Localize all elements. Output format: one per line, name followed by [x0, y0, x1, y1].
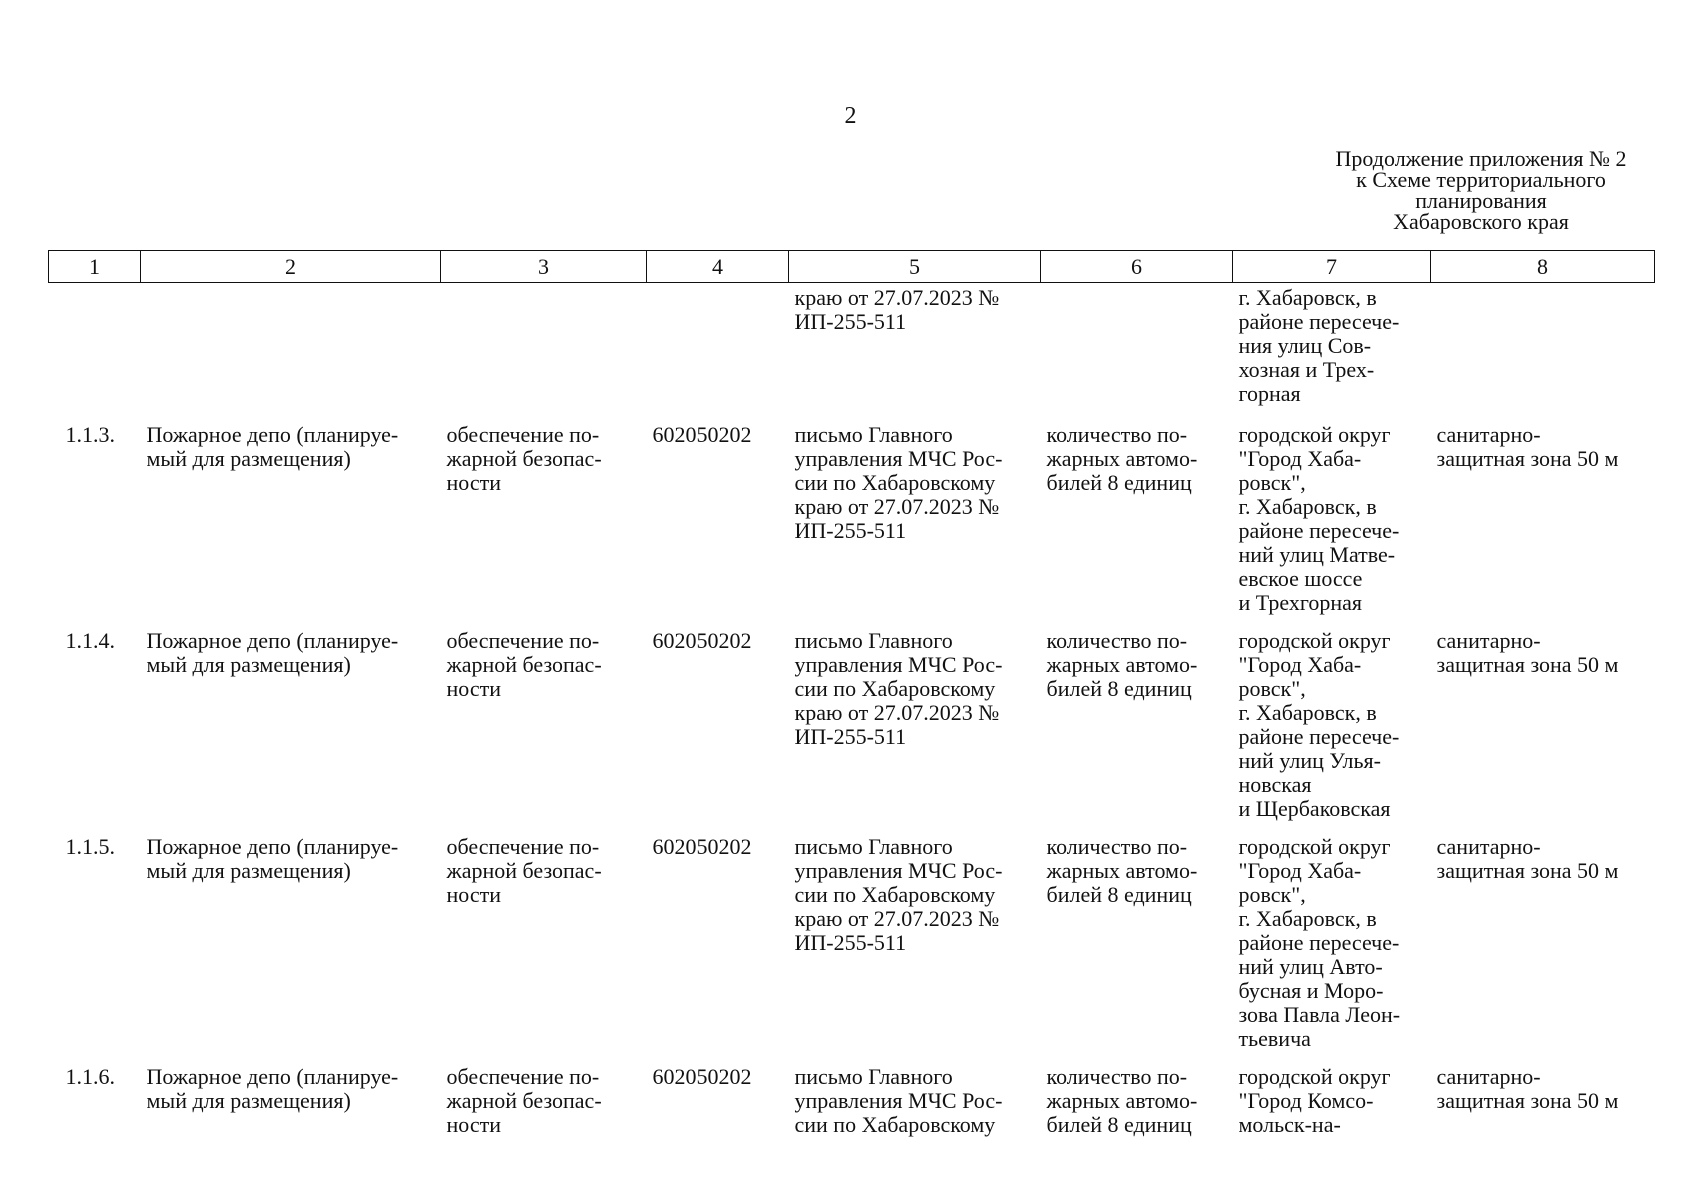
cell-code: 602050202 — [652, 1064, 752, 1089]
cell-number: 1.1.4. — [65, 628, 115, 653]
cell-zone: санитарно- защитная зона 50 м — [1436, 1064, 1619, 1113]
appendix-note-line: Хабаровского края — [1393, 209, 1569, 234]
cell-name: Пожарное депо (планируе- мый для размещения) — [146, 834, 399, 883]
cell-code: 602050202 — [652, 422, 752, 447]
cell-characteristics: количество по- жарных автомо- билей 8 единиц — [1046, 628, 1198, 701]
cell-purpose: обеспечение по- жарной безопас- ности — [446, 422, 602, 495]
cell-basis: письмо Главного управления МЧС Рос- сии по Хабаровскому краю от 27.07.2023 № ИП-255-511 — [794, 422, 1003, 543]
page-number: 2 — [844, 103, 857, 129]
column-header: 5 — [789, 251, 1041, 283]
cell-number: 1.1.6. — [65, 1064, 115, 1089]
cell-zone — [1431, 283, 1655, 410]
cell-purpose — [441, 283, 647, 410]
cell-location: городской округ "Город Хаба- ровск", г. Хабаровск, в районе пересече- ний улиц Авто- бусная и Моро- зова Павла Леон- тьевича — [1238, 834, 1401, 1051]
column-header: 3 — [441, 251, 647, 283]
cell-zone: санитарно- защитная зона 50 м — [1436, 834, 1619, 883]
cell-code: 602050202 — [652, 834, 752, 859]
appendix-note-line: Продолжение приложения № 2 — [1335, 146, 1627, 171]
cell-name — [141, 283, 441, 410]
header-row — [49, 251, 1655, 283]
appendix-note — [1311, 148, 1651, 232]
appendix-note-line: планирования — [1415, 188, 1547, 213]
column-header: 4 — [647, 251, 789, 283]
cell-purpose: обеспечение по- жарной безопас- ности — [446, 628, 602, 701]
cell-purpose: обеспечение по- жарной безопас- ности — [446, 1064, 602, 1137]
cell-location: городской округ "Город Хаба- ровск", г. Хабаровск, в районе пересече- ний улиц Улья- новская и Щербаковская — [1238, 628, 1400, 821]
cell-code: 602050202 — [652, 628, 752, 653]
column-header: 6 — [1041, 251, 1233, 283]
cell-name: Пожарное депо (планируе- мый для размещения) — [146, 628, 399, 677]
objects-table — [48, 250, 1655, 1145]
cell-number: 1.1.3. — [65, 422, 115, 447]
cell-name: Пожарное депо (планируе- мый для размещения) — [146, 422, 399, 471]
table-row — [49, 821, 1655, 1051]
cell-location: городской округ "Город Комсо- мольск-на- — [1238, 1064, 1391, 1137]
cell-zone: санитарно- защитная зона 50 м — [1436, 628, 1619, 677]
table-row — [49, 1051, 1655, 1145]
continuation-row — [49, 283, 1655, 410]
table-row — [49, 409, 1655, 615]
cell-basis: письмо Главного управления МЧС Рос- сии по Хабаровскому — [794, 1064, 1003, 1137]
column-header: 8 — [1431, 251, 1655, 283]
cell-code — [647, 283, 789, 410]
cell-characteristics: количество по- жарных автомо- билей 8 единиц — [1046, 422, 1198, 495]
column-header: 7 — [1233, 251, 1431, 283]
cell-number — [49, 283, 141, 410]
cell-number: 1.1.5. — [65, 834, 115, 859]
table-row — [49, 615, 1655, 821]
cell-basis: краю от 27.07.2023 № ИП-255-511 — [794, 285, 1000, 334]
cell-characteristics — [1041, 283, 1233, 410]
appendix-note-line: к Схеме территориального — [1356, 167, 1606, 192]
cell-location: г. Хабаровск, в районе пересече- ния улиц Сов- хозная и Трех- горная — [1238, 285, 1400, 406]
cell-location: городской округ "Город Хаба- ровск", г. Хабаровск, в районе пересече- ний улиц Матве- евское шоссе и Трехгорная — [1238, 422, 1400, 615]
cell-characteristics: количество по- жарных автомо- билей 8 единиц — [1046, 1064, 1198, 1137]
cell-basis: письмо Главного управления МЧС Рос- сии по Хабаровскому краю от 27.07.2023 № ИП-255-511 — [794, 628, 1003, 749]
cell-basis: письмо Главного управления МЧС Рос- сии по Хабаровскому краю от 27.07.2023 № ИП-255-511 — [794, 834, 1003, 955]
cell-characteristics: количество по- жарных автомо- билей 8 единиц — [1046, 834, 1198, 907]
column-header: 1 — [49, 251, 141, 283]
column-header: 2 — [141, 251, 441, 283]
cell-name: Пожарное депо (планируе- мый для размещения) — [146, 1064, 399, 1113]
cell-zone: санитарно- защитная зона 50 м — [1436, 422, 1619, 471]
cell-purpose: обеспечение по- жарной безопас- ности — [446, 834, 602, 907]
